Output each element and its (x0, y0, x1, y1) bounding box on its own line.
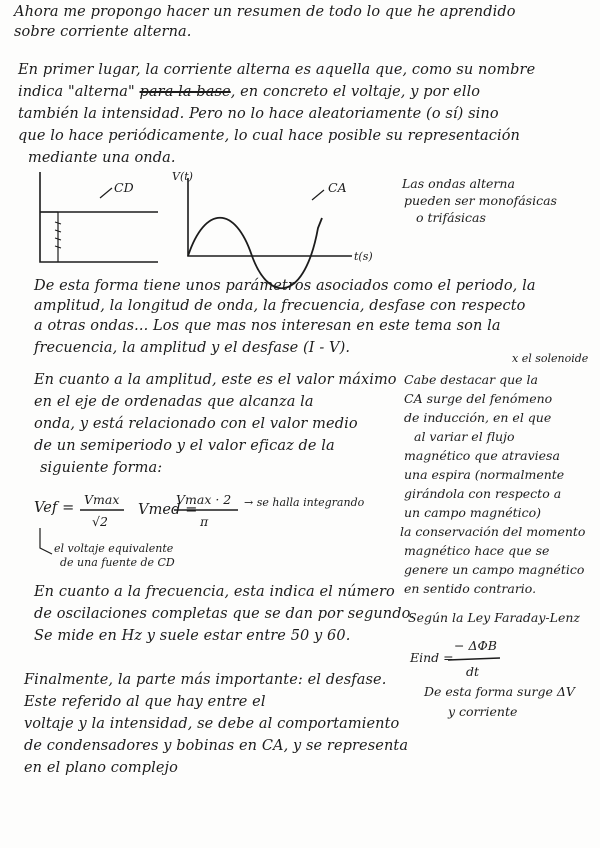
rc-line-12: en sentido contrario. (404, 581, 537, 596)
p1-line-1: En primer lugar, la corriente alterna es aquella que, como su nombre (18, 62, 536, 78)
p1-line-2-a: indica "alterna" (18, 84, 135, 100)
p3-line-2: en el eje de ordenadas que alcanza la (34, 394, 314, 410)
p1-line-3: también la intensidad. Pero no lo hace aleatoriamente (o sí) sino (18, 106, 499, 122)
law-denominator: dt (466, 664, 480, 679)
p5-line-1: Finalmente, la parte más importante: el desfase. (24, 672, 387, 688)
p3-line-4: de un semiperiodo y el valor eficaz de la (34, 438, 335, 454)
vef-note-2: de una fuente de CD (60, 556, 175, 569)
p5-line-2: Este referido al que hay entre el (24, 694, 266, 710)
vef-note-1: el voltaje equivalente (54, 542, 174, 555)
intro-line-1: Ahora me propongo hacer un resumen de todo lo que he aprendido (14, 4, 516, 20)
p5-line-4: de condensadores y bobinas en CA, y se representa (24, 738, 409, 754)
cd-label: CD (114, 180, 134, 195)
conclusion-line-1: De esta forma surge ΔV (424, 684, 575, 699)
law-lhs: Eind = (410, 650, 454, 665)
rc-line-11: genere un campo magnético (404, 562, 585, 577)
note-line-2: pueden ser monofásicas (404, 193, 557, 208)
law-title: Según la Ley Faraday-Lenz (408, 610, 580, 625)
p4-line-3: Se mide en Hz y suele estar entre 50 y 60. (34, 628, 351, 644)
note-line-3: o trifásicas (416, 210, 486, 225)
p2-line-1: De esta forma tiene unos parámetros asociados como el periodo, la (34, 278, 536, 294)
p2-line-2: amplitud, la longitud de onda, la frecuencia, desfase con respecto (34, 298, 526, 314)
p1-line-2-b: , en concreto el voltaje, y por ello (230, 84, 481, 100)
p2-line-3: a otras ondas... Los que mas nos interesan en este tema son la (34, 318, 501, 334)
vmed-lhs: Vmed = (138, 502, 198, 518)
p4-line-2: de oscilaciones completas que se dan por segundo. (34, 606, 415, 622)
rc-line-9: la conservación del momento (400, 524, 586, 539)
rc-line-6: una espira (normalmente (404, 467, 565, 482)
rc-line-2: CA surge del fenómeno (404, 391, 553, 406)
vmed-denominator: π (200, 514, 209, 529)
p3-line-1: En cuanto a la amplitud, este es el valor máximo (34, 372, 397, 388)
t-label: t(s) (354, 250, 373, 263)
p3-line-3: onda, y está relacionado con el valor medio (34, 416, 358, 432)
rc-line-1: Cabe destacar que la (404, 372, 538, 387)
rc-line-4: al variar el flujo (414, 429, 515, 444)
vt-label: V(t) (172, 170, 193, 183)
vef-numerator: Vmax (84, 492, 120, 507)
note-line-1: Las ondas alterna (402, 176, 515, 191)
law-numerator: − ΔΦB (454, 638, 497, 653)
rc-line-3: de inducción, en el que (404, 410, 552, 425)
p5-line-3: voltaje y la intensidad, se debe al comportamiento (24, 716, 400, 732)
rc-line-10: magnético hace que se (404, 543, 550, 558)
ca-label: CA (328, 180, 347, 195)
intro-line-2: sobre corriente alterna. (14, 24, 192, 40)
vef-denominator: √2 (92, 514, 108, 529)
rc-line-5: magnético que atraviesa (404, 448, 560, 463)
vmed-numerator: Vmax · 2 (176, 492, 232, 507)
p2-line-4: frecuencia, la amplitud y el desfase (I - V). (34, 340, 351, 356)
p4-line-1: En cuanto a la frecuencia, esta indica el número (34, 584, 395, 600)
p1-line-5: mediante una onda. (28, 150, 176, 166)
vef-lhs: Vef = (34, 500, 75, 516)
p5-line-5: en el plano complejo (24, 760, 178, 776)
p1-crossed-out: para la base (139, 84, 231, 100)
conclusion-line-2: y corriente (448, 704, 518, 719)
p3-line-5: siguiente forma: (40, 460, 163, 476)
integration-note: → se halla integrando (244, 496, 365, 509)
rc-line-8: un campo magnético) (404, 505, 542, 520)
p1-line-4: que lo hace periódicamente, lo cual hace posible su representación (18, 128, 520, 144)
margin-note: x el solenoide (512, 352, 589, 365)
rc-line-7: girándola con respecto a (404, 486, 562, 501)
